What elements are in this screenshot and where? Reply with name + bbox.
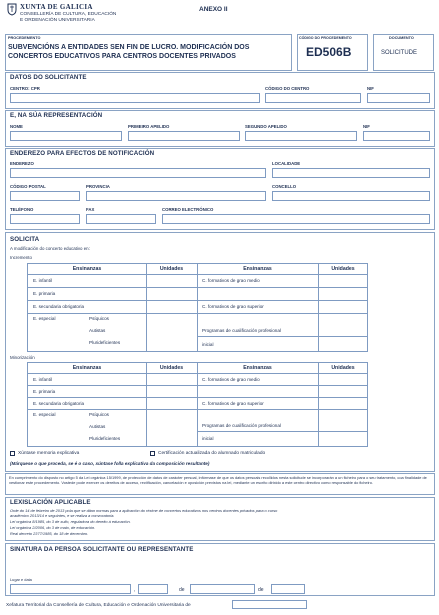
increase-col-teachings-right: Ensinanzas — [243, 266, 272, 272]
decrease-col-units-left: Unidades — [159, 365, 184, 371]
table-subrow: Plurideficientes — [89, 340, 121, 345]
procedure-code-label: CÓDIGO DO PROCEDEMENTO — [299, 36, 352, 40]
applicant-title: DATOS DO SOLICITANTE — [10, 74, 87, 81]
place-input[interactable] — [10, 584, 131, 594]
decrease-col-units-right: Unidades — [331, 365, 355, 371]
table-row: E. especial — [33, 316, 56, 321]
applicant-nif-label: NIF — [367, 86, 374, 91]
annex-label: ANEXO II — [199, 6, 228, 13]
procedure-title-line1: SUBVENCIÓNS A ENTIDADES SEN FIN DE LUCRO. MODIFICACIÓN DOS — [8, 44, 250, 51]
centre-code-input[interactable] — [265, 93, 361, 103]
day-input[interactable] — [138, 584, 168, 594]
phone-label: TELÉFONO — [10, 207, 34, 212]
legislation-line: académico 2013/14 e seguintes, e se realiza a convocatoria. — [10, 513, 115, 518]
province-label: PROVINCIA — [86, 184, 110, 189]
address-title: ENDEREZO PARA EFECTOS DE NOTIFICACIÓN — [10, 150, 155, 157]
locality-label: LOCALIDADE — [272, 161, 301, 166]
centre-input[interactable] — [10, 93, 260, 103]
surname2-input[interactable] — [245, 131, 357, 141]
procedure-code-value: ED506B — [306, 45, 352, 59]
table-row: C. formativos de grao superior — [202, 401, 264, 406]
document-label: DOCUMENTO — [389, 36, 414, 40]
privacy-text: En cumprimento do disposto no artigo 5 da Lei orgánica 15/1999, de protección de datos de carácter persoal, infórmase de que os datos persoais recollidos nesta solicitude se incorporarán a un ficheiro para o seu tratamento, coa finalidade de xestionar este procedemento. Vostede pode exercer os dereitos de acceso, rectificación, cancelación e oposición previstos na lei, mediante un escrito dirixido a este centro directivo como responsable do ficheiro. — [9, 475, 427, 486]
email-input[interactable] — [162, 214, 430, 224]
date-separator-de1: de — [179, 587, 185, 593]
table-row: C. formativos de grao medio — [202, 377, 260, 382]
postal-code-input[interactable] — [10, 191, 80, 201]
memory-checkbox[interactable] — [10, 451, 15, 456]
table-row: E. infantil — [33, 278, 52, 283]
table-subrow: Plurideficientes — [89, 436, 121, 441]
fax-input[interactable] — [86, 214, 156, 224]
name-input[interactable] — [10, 131, 122, 141]
signature-title: SINATURA DA PERSOA SOLICITANTE OU REPRESENTANTE — [10, 546, 194, 553]
table-row: E. secundaria obrigatoria — [33, 401, 85, 406]
representation-title: E, NA SÚA REPRESENTACIÓN — [10, 112, 103, 119]
surname2-label: SEGUNDO APELIDO — [245, 124, 287, 129]
decrease-col-teachings-right: Ensinanzas — [243, 365, 272, 371]
table-row: C. formativos de grao medio — [202, 278, 260, 283]
table-row: E. secundaria obrigatoria — [33, 304, 85, 309]
centre-code-label: CÓDIGO DO CENTRO — [265, 86, 310, 91]
increase-col-units-left: Unidades — [159, 266, 184, 272]
decrease-table — [27, 362, 368, 447]
table-row: inicial — [202, 436, 214, 441]
province-input[interactable] — [86, 191, 266, 201]
place-date-label: Lugar e data — [10, 577, 32, 582]
table-subrow: Autistas — [89, 424, 106, 429]
request-intro: A modificación do concerto educativo en: — [10, 246, 90, 251]
legislation-line: Lei orgánica 8/1985, do 3 de xullo, reguladora do dereito á educación. — [10, 519, 131, 524]
fax-label: FAX — [86, 207, 95, 212]
municipality-input[interactable] — [272, 191, 430, 201]
increase-label: Incremento — [10, 255, 32, 260]
legislation-line: Orde do 14 de febreiro de 2013 pola que se ditan normas para a aplicación do réxime de concertos educativos nos centros docentes privados para o curso — [10, 508, 278, 513]
document-value: SOLICITUDE — [381, 50, 418, 56]
table-subrow: Autistas — [89, 328, 106, 333]
table-row: E. especial — [33, 412, 56, 417]
surname1-input[interactable] — [128, 131, 240, 141]
centre-label: CENTRO: CPR — [10, 86, 40, 91]
table-row: Programas de cualificación profesional — [202, 423, 281, 428]
certification-checkbox-label: Certificación actualizada do alumnado matriculado — [158, 451, 266, 456]
address-label: ENDEREZO — [10, 161, 34, 166]
memory-checkbox-label: Xúntase memoria explicativa — [18, 451, 80, 456]
table-row: E. primaria — [33, 389, 56, 394]
decrease-label: Minorización — [10, 355, 35, 360]
increase-table — [27, 263, 368, 352]
footer-text: Xefatura Territorial da Consellería de Cultura, Educación e Ordenación Universitaria de — [6, 603, 191, 608]
table-subrow: Psíquicos — [89, 412, 109, 417]
table-row: Programas de cualificación profesional — [202, 328, 281, 333]
increase-col-units-right: Unidades — [331, 266, 355, 272]
month-input[interactable] — [190, 584, 255, 594]
logo-ministry-line1: CONSELLERÍA DE CULTURA, EDUCACIÓN — [20, 12, 117, 17]
decrease-col-teachings-left: Ensinanzas — [72, 365, 102, 371]
address-input[interactable] — [10, 168, 266, 178]
date-separator-de2: de — [258, 587, 264, 593]
postal-code-label: CÓDIGO POSTAL — [10, 184, 46, 189]
legislation-line: Real decreto 2377/1985, do 18 de decembro. — [10, 531, 89, 536]
procedure-title-line2: CONCERTOS EDUCATIVOS PARA CENTROS DOCENTES PRIVADOS — [8, 53, 236, 60]
checkbox-note: (Márquese o que proceda, se é o caso, xúntase folla explicativa da composición resultante) — [10, 461, 210, 466]
phone-input[interactable] — [10, 214, 80, 224]
table-row: E. infantil — [33, 377, 52, 382]
applicant-nif-input[interactable] — [367, 93, 430, 103]
table-subrow: Psíquicos — [89, 316, 109, 321]
table-row: E. primaria — [33, 291, 56, 296]
xunta-logo-icon — [7, 3, 17, 16]
representative-nif-label: NIF — [363, 124, 370, 129]
name-label: NOME — [10, 124, 23, 129]
locality-input[interactable] — [272, 168, 430, 178]
logo-name: XUNTA DE GALICIA — [20, 3, 93, 11]
surname1-label: PRIMEIRO APELIDO — [128, 124, 170, 129]
table-row: inicial — [202, 342, 214, 347]
municipality-label: CONCELLO — [272, 184, 297, 189]
request-title: SOLICITA — [10, 236, 40, 243]
year-input[interactable] — [271, 584, 305, 594]
footer-territorial-input[interactable] — [232, 600, 307, 609]
legislation-title: LEXISLACIÓN APLICABLE — [10, 499, 91, 506]
date-separator-comma: , — [134, 587, 136, 593]
table-row: C. formativos de grao superior — [202, 304, 264, 309]
increase-col-teachings-left: Ensinanzas — [72, 266, 102, 272]
logo-ministry-line2: E ORDENACIÓN UNIVERSITARIA — [20, 18, 95, 23]
representative-nif-input[interactable] — [363, 131, 430, 141]
certification-checkbox[interactable] — [150, 451, 155, 456]
email-label: CORREO ELECTRÓNICO — [162, 207, 214, 212]
legislation-line: Lei orgánica 2/2006, do 3 de maio, de educación. — [10, 525, 96, 530]
procedure-label: PROCEDEMENTO — [8, 36, 41, 40]
